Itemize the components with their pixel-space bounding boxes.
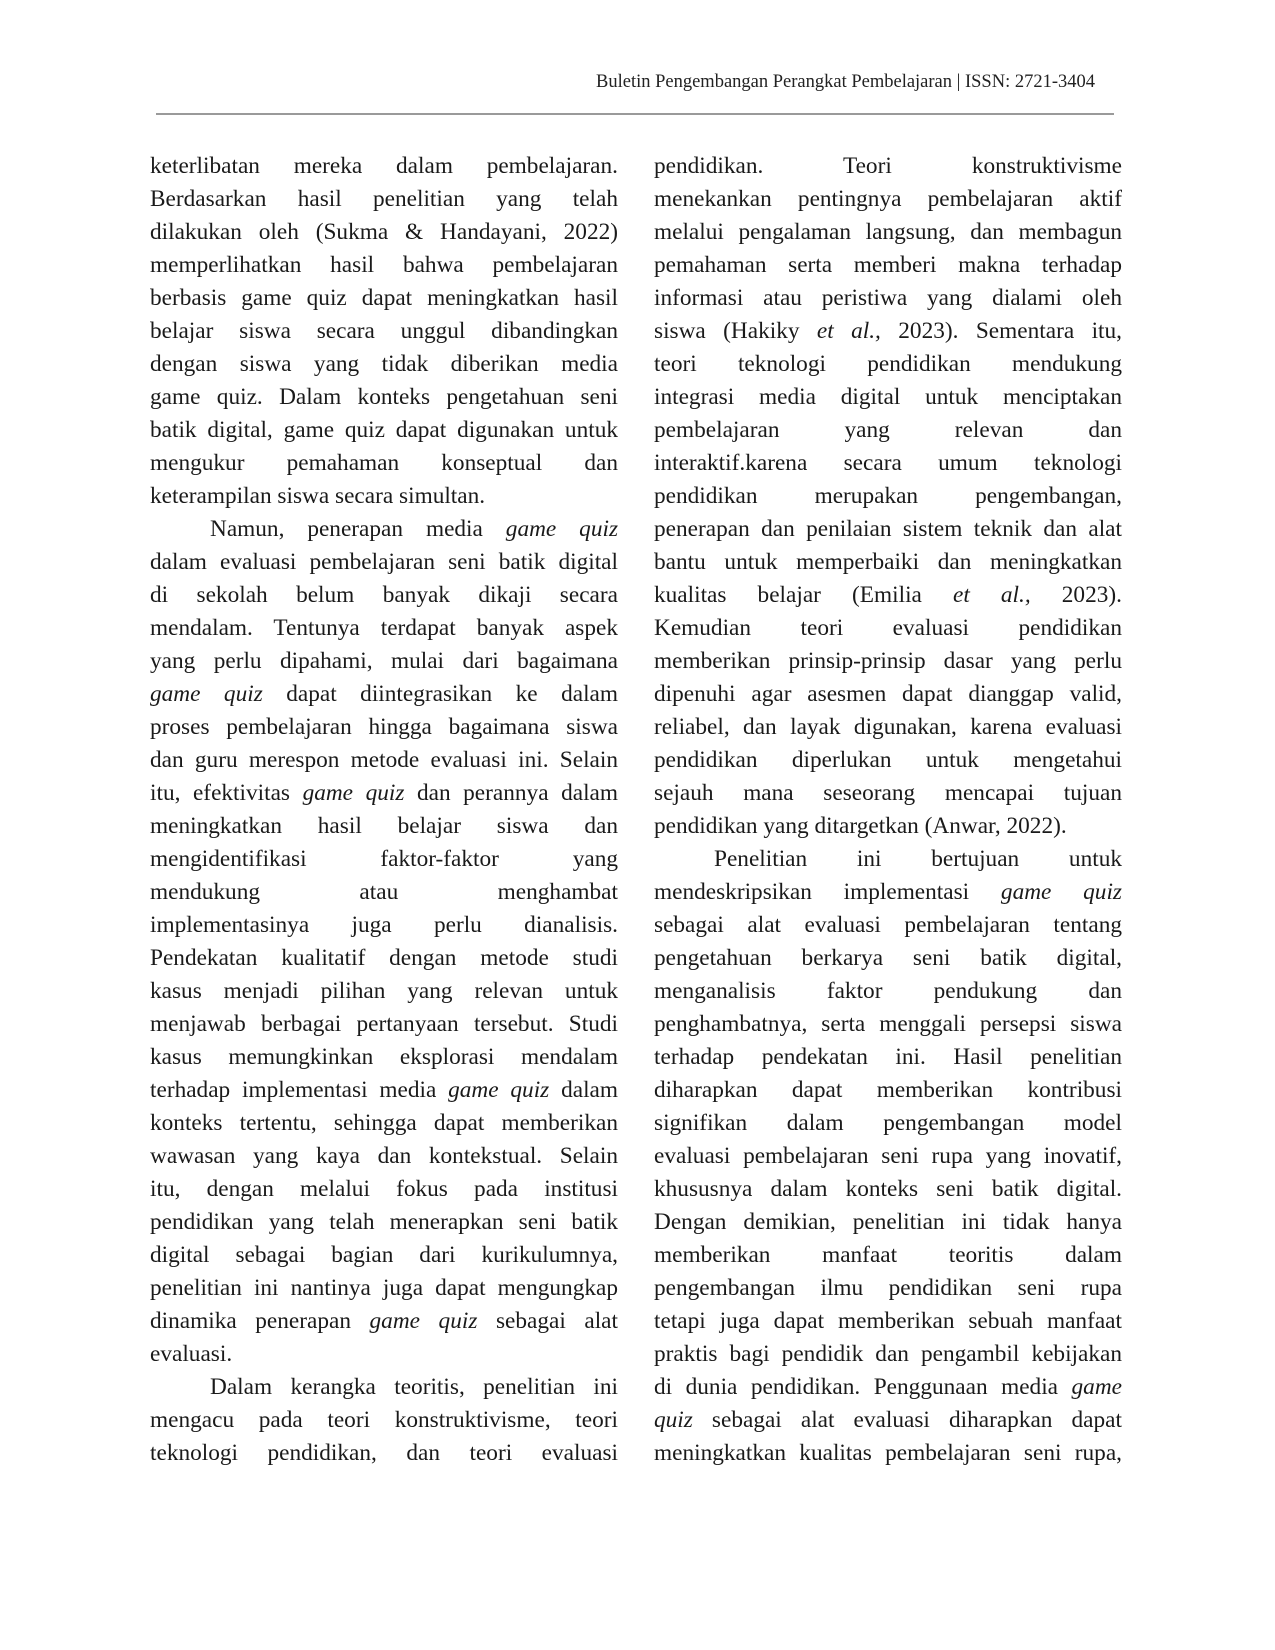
text-line [654, 909, 1122, 942]
text-segment: pengetahuan berkarya seni batik digital, [654, 945, 1122, 971]
text-line [654, 1239, 1122, 1272]
text-line [654, 678, 1122, 711]
text-segment: menganalisis faktor pendukung dan [654, 978, 1122, 1004]
text-segment: praktis bagi pendidik dan pengambil kebijakan [654, 1341, 1122, 1367]
running-header: Buletin Pengembangan Perangkat Pembelajaran | ISSN: 2721-3404 [596, 72, 1095, 92]
text-line [150, 1371, 618, 1404]
italic-text: game [1071, 1374, 1122, 1400]
text-segment: wawasan yang kaya dan kontekstual. Selain [150, 1143, 618, 1169]
text-line [654, 183, 1122, 216]
italic-text: game quiz [1000, 879, 1122, 905]
text-segment: kasus menjadi pilihan yang relevan untuk [150, 978, 618, 1004]
text-segment: memberikan prinsip-prinsip dasar yang perlu [654, 648, 1122, 674]
text-line [654, 711, 1122, 744]
text-segment: kualitas belajar (Emilia [654, 582, 953, 608]
text-segment: itu, dengan melalui fokus pada institusi [150, 1176, 618, 1202]
text-segment: signifikan dalam pengembangan model [654, 1110, 1122, 1136]
text-segment: belajar siswa secara unggul dibandingkan [150, 318, 618, 344]
text-line [150, 1008, 618, 1041]
text-line [150, 942, 618, 975]
text-segment: sebagai alat evaluasi pembelajaran tentang [654, 912, 1122, 938]
text-segment: batik digital, game quiz dapat digunakan untuk [150, 417, 618, 443]
text-line [150, 1437, 618, 1470]
text-line [654, 1206, 1122, 1239]
text-line [654, 216, 1122, 249]
text-segment: proses pembelajaran hingga bagaimana siswa [150, 714, 618, 740]
text-line [150, 1404, 618, 1437]
italic-text: quiz [654, 1407, 693, 1433]
text-segment: melalui pengalaman langsung, dan membagun [654, 219, 1122, 245]
text-line [654, 282, 1122, 315]
text-segment: evaluasi pembelajaran seni rupa yang inovatif, [654, 1143, 1122, 1169]
text-line [654, 1404, 1122, 1437]
text-segment: reliabel, dan layak digunakan, karena evaluasi [654, 714, 1122, 740]
italic-text: game quiz [505, 516, 619, 542]
text-segment: Namun, penerapan media [210, 516, 506, 542]
text-line [654, 513, 1122, 546]
text-segment: teori teknologi pendidikan mendukung [654, 351, 1122, 377]
text-segment: meningkatkan hasil belajar siswa dan [150, 813, 618, 839]
text-segment: pendidikan yang telah menerapkan seni batik [150, 1209, 618, 1235]
text-line [150, 909, 618, 942]
italic-text: game quiz [150, 681, 263, 707]
text-segment: dapat diintegrasikan ke dalam [262, 681, 619, 707]
text-line [150, 744, 618, 777]
text-line [150, 1272, 618, 1305]
text-line [150, 480, 618, 513]
text-segment: mendalam. Tentunya terdapat banyak aspek [150, 615, 618, 641]
text-segment: yang perlu dipahami, mulai dari bagaimana [150, 648, 618, 674]
text-line [150, 183, 618, 216]
text-segment: mengacu pada teori konstruktivisme, teori [150, 1407, 618, 1433]
text-segment: di sekolah belum banyak dikaji secara [150, 582, 618, 608]
text-line [150, 678, 618, 711]
text-line [150, 1074, 618, 1107]
text-segment: Dengan demikian, penelitian ini tidak hanya [654, 1209, 1122, 1235]
text-line [150, 1173, 618, 1206]
text-segment: berbasis game quiz dapat meningkatkan hasil [150, 285, 618, 311]
italic-text: game quiz [369, 1308, 478, 1334]
text-segment: penelitian ini nantinya juga dapat mengungkap [150, 1275, 618, 1301]
text-line [654, 381, 1122, 414]
text-line [150, 810, 618, 843]
text-segment: penghambatnya, serta menggali persepsi siswa [654, 1011, 1122, 1037]
text-line [654, 249, 1122, 282]
text-segment: meningkatkan kualitas pembelajaran seni rupa, [654, 1440, 1122, 1466]
text-line [654, 1041, 1122, 1074]
text-segment: evaluasi. [150, 1341, 233, 1367]
text-segment: sejauh mana seseorang mencapai tujuan [654, 780, 1122, 806]
text-segment: dan guru merespon metode evaluasi ini. Selain [150, 747, 618, 773]
text-segment: mengukur pemahaman konseptual dan [150, 450, 618, 476]
text-line [150, 150, 618, 183]
text-segment: dengan siswa yang tidak diberikan media [150, 351, 618, 377]
text-segment: dilakukan oleh (Sukma & Handayani, 2022) [150, 219, 618, 245]
text-segment: Pendekatan kualitatif dengan metode studi [150, 945, 618, 971]
text-segment: dinamika penerapan [150, 1308, 370, 1334]
text-segment: dipenuhi agar asesmen dapat dianggap valid, [654, 681, 1122, 707]
text-line [654, 645, 1122, 678]
text-segment: tetapi juga dapat memberikan sebuah manfaat [654, 1308, 1122, 1334]
text-line [654, 480, 1122, 513]
text-segment: pemahaman serta memberi makna terhadap [654, 252, 1122, 278]
text-line [150, 216, 618, 249]
text-line [150, 282, 618, 315]
paragraph [150, 150, 618, 513]
text-line [150, 381, 618, 414]
text-line [150, 876, 618, 909]
text-segment: pendidikan diperlukan untuk mengetahui [654, 747, 1122, 773]
paragraph [654, 843, 1122, 1470]
text-line [654, 546, 1122, 579]
text-line [654, 1140, 1122, 1173]
text-line [150, 579, 618, 612]
text-line [654, 612, 1122, 645]
text-line [150, 414, 618, 447]
text-line [150, 1140, 618, 1173]
text-segment: pendidikan. Teori konstruktivisme [654, 153, 1122, 179]
text-segment: memberikan manfaat teoritis dalam [654, 1242, 1122, 1268]
text-line [654, 150, 1122, 183]
text-line [150, 711, 618, 744]
text-segment: implementasinya juga perlu dianalisis. [150, 912, 618, 938]
text-line [150, 1305, 618, 1338]
paragraph [654, 150, 1122, 843]
text-segment: Kemudian teori evaluasi pendidikan [654, 615, 1122, 641]
text-segment: diharapkan dapat memberikan kontribusi [654, 1077, 1122, 1103]
text-line [150, 1206, 618, 1239]
text-segment: khususnya dalam konteks seni batik digital. [654, 1176, 1122, 1202]
text-line [654, 579, 1122, 612]
text-segment: sebagai alat [477, 1308, 618, 1334]
text-segment: Berdasarkan hasil penelitian yang telah [150, 186, 618, 212]
text-segment: memperlihatkan hasil bahwa pembelajaran [150, 252, 618, 278]
text-line [150, 315, 618, 348]
paragraph [150, 1371, 618, 1470]
italic-text: game quiz [448, 1077, 550, 1103]
text-line [150, 777, 618, 810]
text-line [654, 1173, 1122, 1206]
text-line [654, 1008, 1122, 1041]
text-segment: interaktif.karena secara umum teknologi [654, 450, 1122, 476]
text-line [150, 1239, 618, 1272]
text-segment: di dunia pendidikan. Penggunaan media [654, 1374, 1072, 1400]
text-line [150, 513, 618, 546]
text-segment: itu, efektivitas [150, 780, 303, 806]
text-segment: menjawab berbagai pertanyaan tersebut. Studi [150, 1011, 618, 1037]
text-segment: bantu untuk memperbaiki dan meningkatkan [654, 549, 1122, 575]
text-line [654, 777, 1122, 810]
paragraph [150, 513, 618, 1371]
text-segment: sebagai alat evaluasi diharapkan dapat [692, 1407, 1122, 1433]
text-line [150, 1041, 618, 1074]
text-segment: digital sebagai bagian dari kurikulumnya, [150, 1242, 618, 1268]
text-segment: mengidentifikasi faktor-faktor yang [150, 846, 618, 872]
text-line [654, 1437, 1122, 1470]
text-segment: 2023). Sementara itu, [880, 318, 1122, 344]
text-line [654, 975, 1122, 1008]
text-line [654, 414, 1122, 447]
text-line [654, 447, 1122, 480]
text-line [150, 546, 618, 579]
text-segment: kasus memungkinkan eksplorasi mendalam [150, 1044, 618, 1070]
text-segment: penerapan dan penilaian sistem teknik dan alat [654, 516, 1122, 542]
text-line [654, 942, 1122, 975]
text-segment: pembelajaran yang relevan dan [654, 417, 1122, 443]
text-segment: keterlibatan mereka dalam pembelajaran. [150, 153, 618, 179]
text-segment: Dalam kerangka teoritis, penelitian ini [210, 1374, 618, 1400]
text-line [654, 1272, 1122, 1305]
left-column [150, 150, 618, 1470]
text-segment: dalam [549, 1077, 619, 1103]
text-line [150, 348, 618, 381]
text-segment: keterampilan siswa secara simultan. [150, 483, 486, 509]
text-line [150, 447, 618, 480]
italic-text: game quiz [302, 780, 405, 806]
header-rule [156, 113, 1114, 115]
text-line [654, 1305, 1122, 1338]
text-line [150, 612, 618, 645]
text-segment: dalam evaluasi pembelajaran seni batik digital [150, 549, 618, 575]
text-line [150, 249, 618, 282]
italic-text: et al., [816, 318, 881, 344]
text-line [654, 348, 1122, 381]
text-line [654, 1338, 1122, 1371]
text-line [150, 843, 618, 876]
text-segment: konteks tertentu, sehingga dapat memberikan [150, 1110, 618, 1136]
text-line [654, 843, 1122, 876]
text-line [654, 810, 1122, 843]
text-segment: pengembangan ilmu pendidikan seni rupa [654, 1275, 1122, 1301]
text-line [150, 1338, 618, 1371]
text-line [150, 1107, 618, 1140]
text-segment: terhadap pendekatan ini. Hasil penelitian [654, 1044, 1122, 1070]
text-segment: pendidikan merupakan pengembangan, [654, 483, 1122, 509]
text-segment: game quiz. Dalam konteks pengetahuan seni [150, 384, 618, 410]
text-line [654, 315, 1122, 348]
text-segment: teknologi pendidikan, dan teori evaluasi [150, 1440, 618, 1466]
italic-text: et al., [953, 582, 1031, 608]
text-segment: informasi atau peristiwa yang dialami oleh [654, 285, 1122, 311]
text-line [654, 744, 1122, 777]
text-line [654, 1107, 1122, 1140]
text-line [654, 1371, 1122, 1404]
text-segment: pendidikan yang ditargetkan (Anwar, 2022). [654, 813, 1067, 839]
text-segment: mendeskripsikan implementasi [654, 879, 1001, 905]
text-segment: siswa (Hakiky [654, 318, 817, 344]
text-segment: Penelitian ini bertujuan untuk [714, 846, 1122, 872]
text-segment: mendukung atau menghambat [150, 879, 618, 905]
text-segment: menekankan pentingnya pembelajaran aktif [654, 186, 1122, 212]
text-segment: integrasi media digital untuk menciptakan [654, 384, 1122, 410]
text-line [654, 1074, 1122, 1107]
text-segment: 2023). [1030, 582, 1122, 608]
text-line [654, 876, 1122, 909]
text-line [150, 645, 618, 678]
text-segment: dan perannya dalam [404, 780, 619, 806]
text-line [150, 975, 618, 1008]
right-column [654, 150, 1122, 1470]
text-segment: terhadap implementasi media [150, 1077, 449, 1103]
